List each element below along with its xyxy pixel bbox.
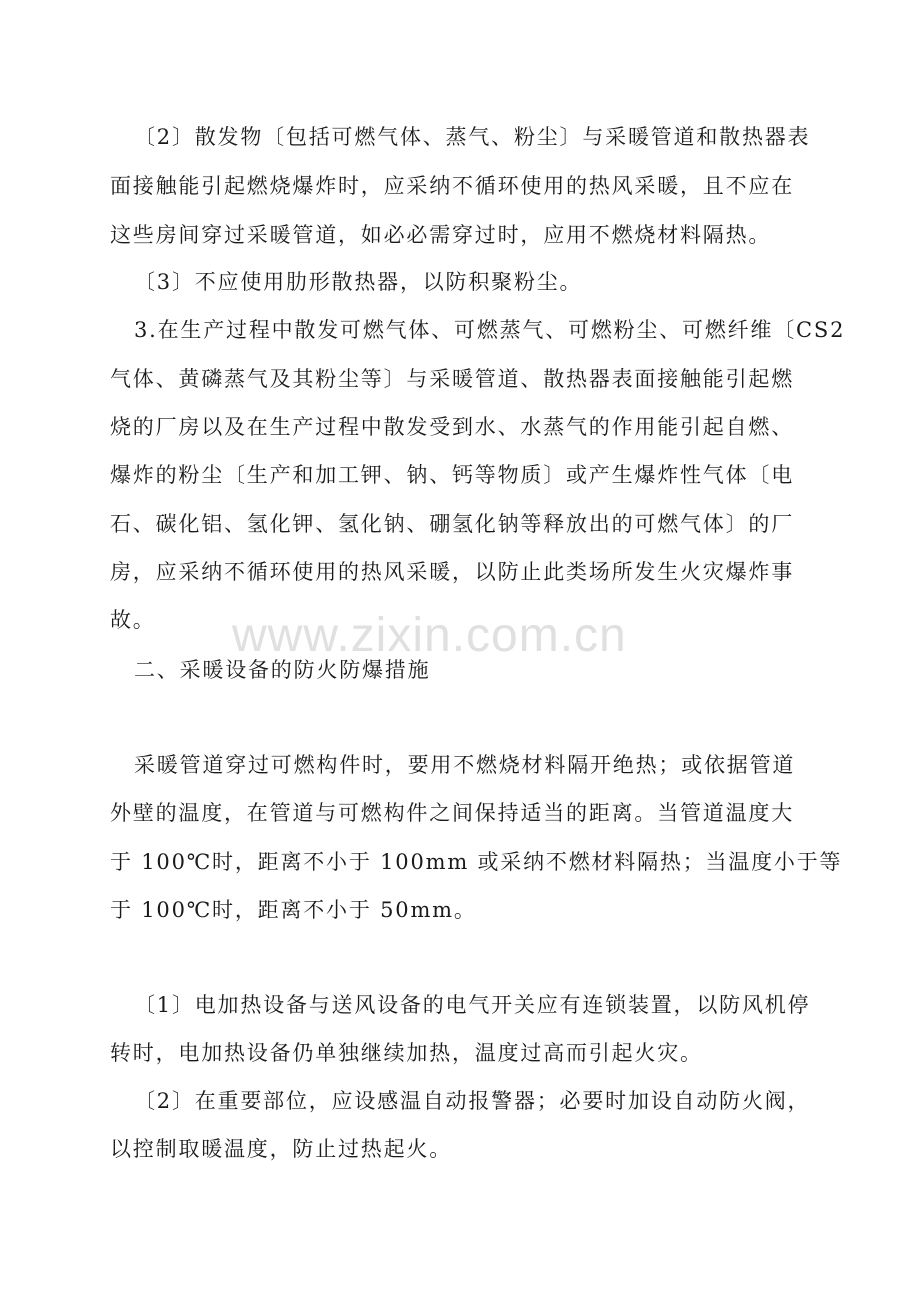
paragraph-line: 面接触能引起燃烧爆炸时，应采纳不循环使用的热风采暖，且不应在: [110, 174, 794, 198]
paragraph-line: 房，应采纳不循环使用的热风采暖，以防止此类场所发生火灾爆炸事: [110, 560, 794, 584]
paragraph-line: 3.在生产过程中散发可燃气体、可燃蒸气、可燃粉尘、可燃纤维〔CS2: [134, 318, 846, 342]
paragraph-line: 〔2〕散发物〔包括可燃气体、蒸气、粉尘〕与采暖管道和散热器表: [134, 125, 811, 149]
paragraph-line: 气体、黄磷蒸气及其粉尘等〕与采暖管道、散热器表面接触能引起燃: [110, 367, 794, 391]
paragraph-line: 这些房间穿过采暖管道，如必必需穿过时，应用不燃烧材料隔热。: [110, 223, 772, 247]
paragraph-line: 〔1〕电加热设备与送风设备的电气开关应有连锁装置，以防风机停: [134, 993, 811, 1017]
paragraph-line: 故。: [110, 608, 156, 632]
paragraph-line: 〔2〕在重要部位，应设感温自动报警器；必要时加设自动防火阀，: [134, 1089, 811, 1113]
paragraph-line: 〔3〕不应使用肋形散热器，以防积聚粉尘。: [134, 270, 583, 294]
paragraph-line: 于 100℃时，距离不小于 50mm。: [110, 898, 477, 922]
paragraph-line: 爆炸的粉尘〔生产和加工钾、钠、钙等物质〕或产生爆炸性气体〔电: [110, 463, 794, 487]
paragraph-line: 转时，电加热设备仍单独继续加热，温度过高而引起火灾。: [110, 1041, 703, 1065]
watermark: www.zixin.com.cn: [232, 609, 627, 662]
paragraph-line: 外壁的温度，在管道与可燃构件之间保持适当的距离。当管道温度大: [110, 801, 794, 825]
section-heading: 二、采暖设备的防火防爆措施: [134, 658, 431, 682]
paragraph-line: 石、碳化铝、氢化钾、氢化钠、硼氢化钠等释放出的可燃气体〕的厂: [110, 512, 794, 536]
paragraph-line: 烧的厂房以及在生产过程中散发受到水、水蒸气的作用能引起自燃、: [110, 415, 794, 439]
paragraph-line: 以控制取暖温度，防止过热起火。: [110, 1137, 452, 1161]
paragraph-line: 采暖管道穿过可燃构件时，要用不燃烧材料隔开绝热；或依据管道: [134, 753, 796, 777]
paragraph-line: 于 100℃时，距离不小于 100mm 或采纳不燃材料隔热；当温度小于等: [110, 850, 843, 874]
